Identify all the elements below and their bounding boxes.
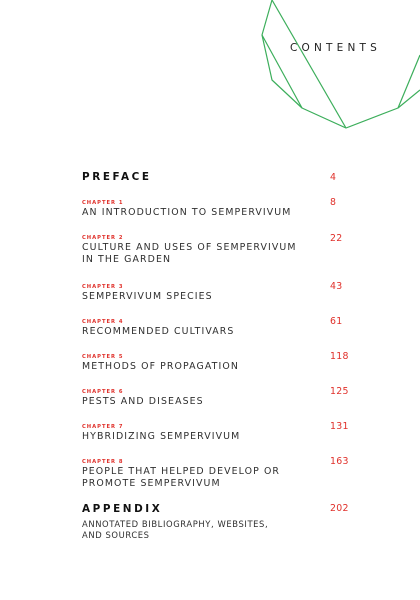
- chapter-label: CHAPTER 1: [82, 200, 124, 206]
- chapter-page-number: 22: [330, 233, 343, 244]
- chapter-page-number: 8: [330, 197, 337, 208]
- chapter-page-number: 43: [330, 281, 343, 292]
- preface-page-number: 4: [330, 172, 337, 183]
- toc-entry-chapter-1[interactable]: [82, 199, 382, 219]
- preface-title: PREFACE: [82, 171, 152, 183]
- chapter-label: CHAPTER 4: [82, 319, 124, 325]
- chapter-label: CHAPTER 5: [82, 354, 124, 360]
- chapter-page-number: 61: [330, 316, 343, 327]
- chapter-title: HYBRIDIZING SEMPERVIVUM: [82, 431, 241, 442]
- chapter-title: CULTURE AND USES OF SEMPERVIVUM: [82, 242, 297, 253]
- polygon-inner-edge: [398, 55, 420, 108]
- polygon-outline: [262, 0, 420, 128]
- chapter-label: CHAPTER 3: [82, 284, 124, 290]
- chapter-label: CHAPTER 7: [82, 424, 124, 430]
- chapter-title: AN INTRODUCTION TO SEMPERVIVUM: [82, 207, 292, 218]
- toc-entry-preface[interactable]: [82, 171, 382, 184]
- chapter-page-number: 163: [330, 456, 349, 467]
- chapter-page-number: 131: [330, 421, 349, 432]
- chapter-page-number: 118: [330, 351, 349, 362]
- chapter-page-number: 125: [330, 386, 349, 397]
- appendix-page-number: 202: [330, 503, 349, 514]
- chapter-title: SEMPERVIVUM SPECIES: [82, 291, 213, 302]
- chapter-title: RECOMMENDED CULTIVARS: [82, 326, 235, 337]
- chapter-title: PEOPLE THAT HELPED DEVELOP OR: [82, 466, 281, 477]
- chapter-label: CHAPTER 2: [82, 235, 124, 241]
- chapter-title: PESTS AND DISEASES: [82, 396, 204, 407]
- appendix-subtitle: AND SOURCES: [82, 529, 150, 540]
- chapter-title: METHODS OF PROPAGATION: [82, 361, 239, 372]
- chapter-label: CHAPTER 8: [82, 459, 124, 465]
- chapter-title: PROMOTE SEMPERVIVUM: [82, 478, 221, 489]
- contents-heading: CONTENTS: [290, 42, 382, 54]
- appendix-title: APPENDIX: [82, 503, 163, 515]
- chapter-label: CHAPTER 6: [82, 389, 124, 395]
- chapter-title: IN THE GARDEN: [82, 254, 172, 265]
- appendix-subtitle: ANNOTATED BIBLIOGRAPHY, WEBSITES,: [82, 519, 269, 529]
- polygon-inner-edge: [272, 0, 346, 128]
